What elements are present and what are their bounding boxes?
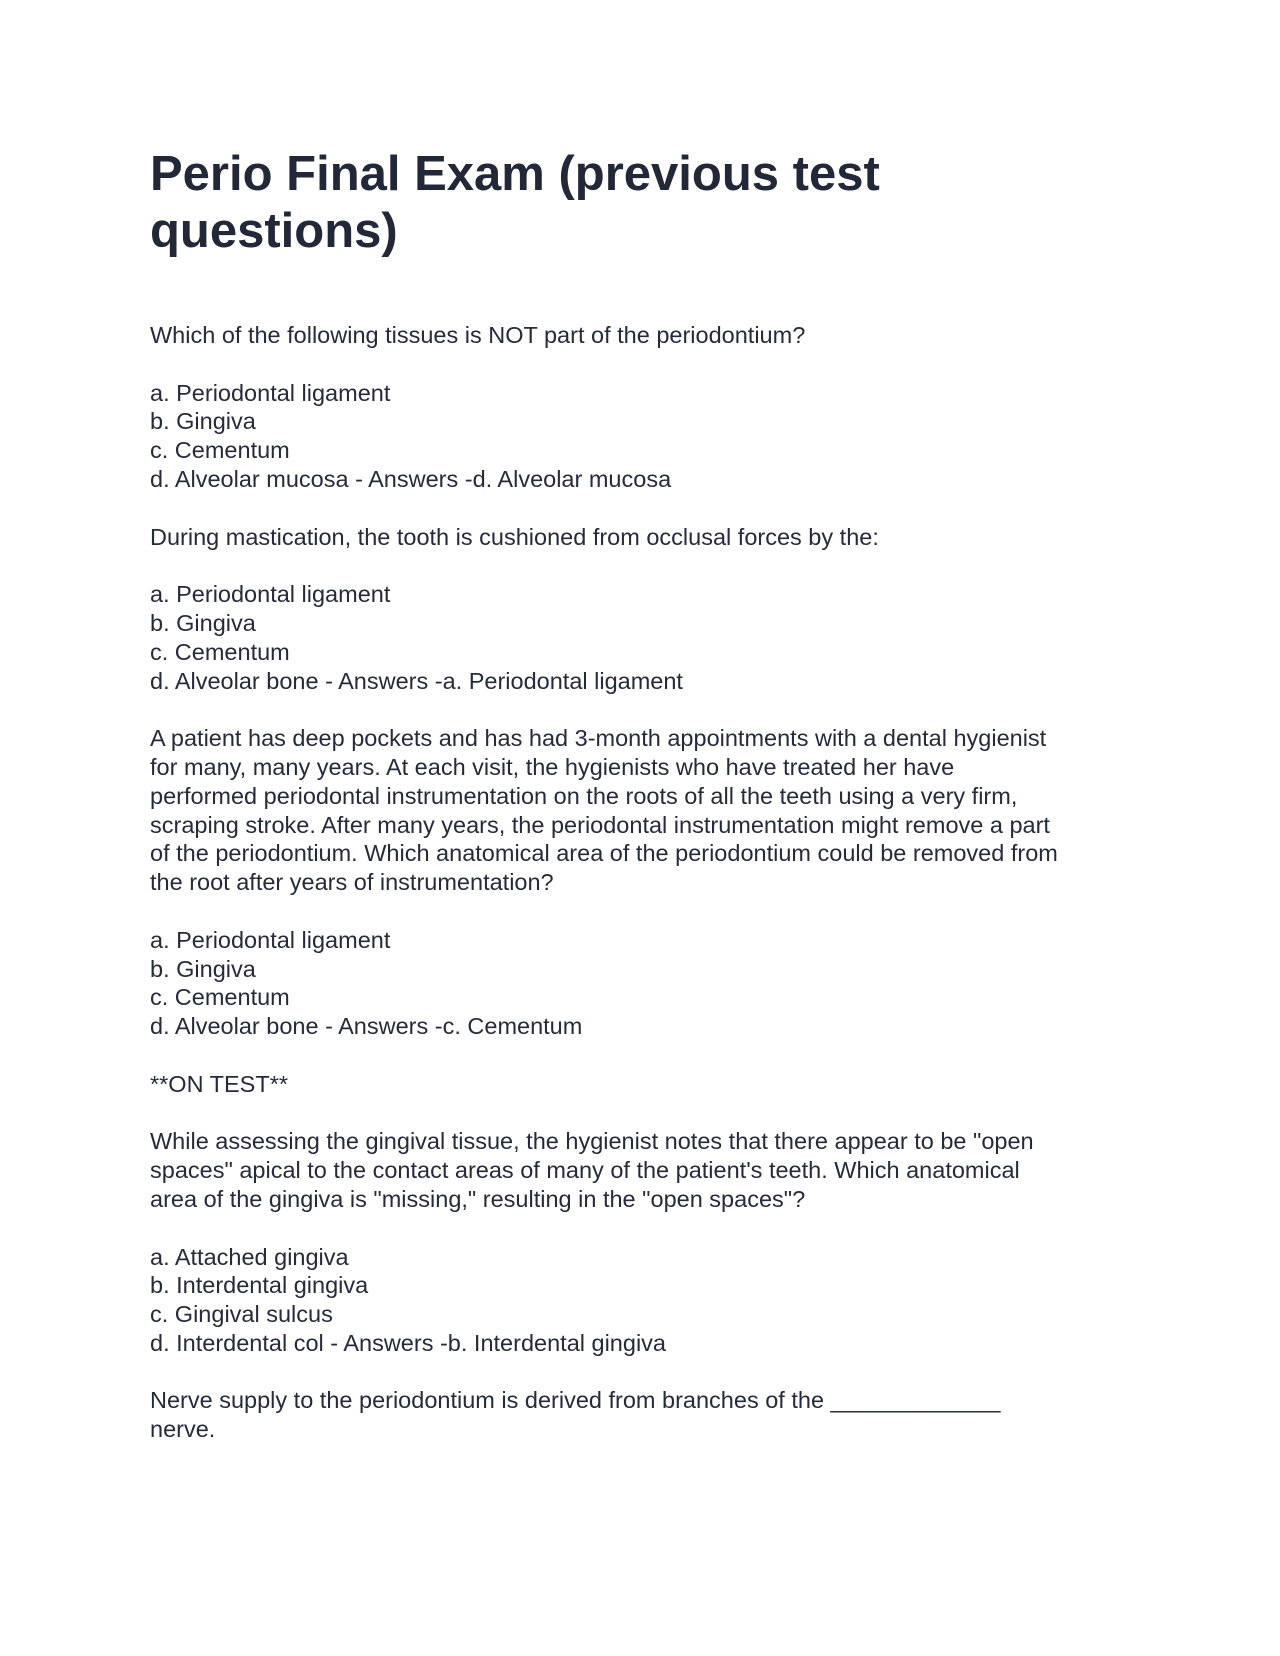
- question-prompt: [150, 321, 1130, 350]
- question-prompt: [150, 724, 1130, 897]
- document-title: Perio Final Exam (previous test questions): [150, 147, 880, 258]
- answer-option: d. Alveolar bone - Answers -a. Periodontal ligament: [150, 667, 683, 694]
- answer-option: c. Gingival sulcus: [150, 1301, 333, 1328]
- document-page: [150, 0, 1130, 1473]
- question-text-line: A patient has deep pockets and has had 3-month appointments with a dental hygienist: [150, 725, 1047, 752]
- answer-option: d. Alveolar mucosa - Answers -d. Alveolar mucosa: [150, 465, 672, 492]
- document-body: [150, 321, 1130, 1444]
- answer-option: a. Periodontal ligament: [150, 926, 391, 953]
- answer-option: d. Alveolar bone - Answers -c. Cementum: [150, 1013, 583, 1040]
- answer-options: [150, 926, 1130, 1041]
- question-text: Which of the following tissues is NOT part of the periodontium?: [150, 322, 806, 348]
- answer-option: b. Gingiva: [150, 955, 256, 982]
- answer-option: c. Cementum: [150, 638, 290, 665]
- answer-option: d. Interdental col - Answers -b. Interdental gingiva: [150, 1329, 666, 1356]
- answer-options: [150, 379, 1130, 494]
- question-text-line: for many, many years. At each visit, the hygienists who have treated her have: [150, 753, 955, 780]
- question-prompt: [150, 1386, 1130, 1444]
- answer-option: a. Attached gingiva: [150, 1243, 349, 1270]
- answer-option: c. Cementum: [150, 984, 290, 1011]
- note-text: **ON TEST**: [150, 1070, 288, 1097]
- question-text-line: performed periodontal instrumentation on the roots of all the teeth using a very firm,: [150, 782, 1018, 809]
- question-text-line: area of the gingiva is "missing," resulting in the "open spaces"?: [150, 1185, 806, 1212]
- question-prompt: [150, 1127, 1130, 1213]
- question-text: During mastication, the tooth is cushioned from occlusal forces by the:: [150, 523, 879, 550]
- question-text-line: of the periodontium. Which anatomical area of the periodontium could be removed from: [150, 840, 1058, 867]
- question-text-line: scraping stroke. After many years, the periodontal instrumentation might remove a part: [150, 811, 1050, 838]
- answer-option: c. Cementum: [150, 437, 290, 464]
- answer-option: b. Interdental gingiva: [150, 1272, 369, 1299]
- answer-option: a. Periodontal ligament: [150, 379, 391, 406]
- answer-option: a. Periodontal ligament: [150, 581, 391, 608]
- question-text-line: spaces" apical to the contact areas of many of the patient's teeth. Which anatomical: [150, 1157, 1020, 1184]
- answer-options: [150, 1243, 1130, 1358]
- question-text-line: the root after years of instrumentation?: [150, 869, 554, 896]
- answer-option: b. Gingiva: [150, 609, 256, 636]
- answer-option: b. Gingiva: [150, 408, 256, 435]
- question-text-line: nerve.: [150, 1416, 216, 1443]
- on-test-note: [150, 1070, 1130, 1099]
- question-text-line: Nerve supply to the periodontium is derived from branches of the _____________: [150, 1387, 1001, 1414]
- answer-options: [150, 580, 1130, 695]
- question-text-line: While assessing the gingival tissue, the hygienist notes that there appear to be "open: [150, 1128, 1034, 1155]
- question-prompt: [150, 523, 1130, 552]
